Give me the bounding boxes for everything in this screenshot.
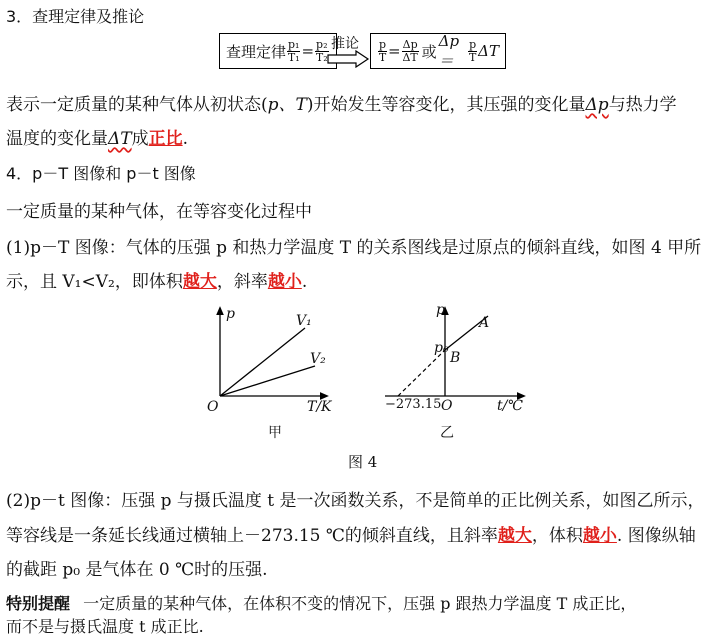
tip-line1: 特别提醒 一定质量的某种气体，在体积不变的情况下，压强 p 跟热力学温度 T 成正比， [6, 594, 637, 613]
label-V1: V₁ [296, 313, 312, 329]
figure-4 [0, 300, 724, 460]
charles-law-box: 查理定律 $\frac{\text{p₁}}{\text{T₁}}$ = $\frac{\text{p₂}}{\text{T₂}}$ [219, 33, 337, 69]
isochore-V1 [220, 328, 305, 396]
answer-slope-smaller: 越小 [267, 272, 302, 292]
label-A: A [479, 315, 490, 331]
para1-line2: 温度的变化量ΔT成正比. [6, 129, 189, 149]
figure-caption: 图 4 [348, 453, 378, 471]
left-xlabel: T/K [307, 399, 332, 415]
para4-line1: (2)p－t 图像：压强 p 与摄氏温度 t 是一次函数关系，不是简单的正比例关系，如图乙所示， [6, 491, 705, 511]
right-origin: O [441, 398, 453, 414]
tip-line2: 而不是与摄氏温度 t 成正比. [6, 617, 204, 636]
para2: 一定质量的某种气体，在等容变化过程中 [6, 202, 312, 222]
para4-line3: 的截距 p₀ 是气体在 0 ℃时的压强. [6, 560, 268, 580]
right-caption: 乙 [440, 425, 454, 441]
left-origin: O [207, 399, 219, 415]
label-B: B [450, 350, 461, 366]
answer-volume-larger: 越大 [182, 272, 217, 292]
left-caption: 甲 [268, 425, 282, 441]
arrow-icon [326, 50, 370, 68]
answer-volume-smaller: 越小 [582, 526, 617, 546]
right-xlabel: t/℃ [497, 398, 524, 414]
right-ylabel: p [436, 302, 445, 318]
isochore-V2 [220, 366, 315, 396]
inference-box: $\frac{p}{T}$ = $\frac{\Delta p}{\Delta T}$ 或 Δp＝ $\frac{p}{T}$ ΔT [370, 33, 506, 69]
label-p0: p₀ [434, 340, 449, 356]
label-V2: V₂ [310, 351, 326, 367]
extension-dashed-line [398, 350, 445, 396]
section-heading-4: 4．p－T 图像和 p－t 图像 [6, 164, 196, 183]
section-heading-3: 3．查理定律及推论 [6, 7, 145, 26]
tip-label: 特别提醒 [6, 594, 71, 613]
frac-p1-T1: $\frac{\text{p₁}}{\text{T₁}}$ [287, 37, 300, 64]
answer-proportional: 正比 [148, 129, 183, 149]
para4-line2: 等容线是一条延长线通过横轴上－273.15 ℃的倾斜直线，且斜率越大，体积越小. 图像纵轴 [6, 526, 696, 546]
para3-line1: (1)p－T 图像：气体的压强 p 和热力学温度 T 的关系图线是过原点的倾斜直线，如图 4 甲所 [6, 238, 702, 258]
para1-line1: 表示一定质量的某种气体从初状态(p、T)开始发生等容变化，其压强的变化量Δp与热力学 [6, 95, 677, 115]
law-label: 查理定律 [226, 42, 287, 61]
left-ylabel: p [226, 306, 235, 322]
para3-line2: 示，且 V₁<V₂，即体积越大，斜率越小. [6, 272, 308, 292]
label-neg273: −273.15 [385, 397, 442, 412]
arrow-label: 推论 [331, 36, 359, 52]
frac-p2-T2: $\frac{\text{p₂}}{\text{T₂}}$ [315, 37, 328, 64]
answer-slope-larger: 越大 [497, 526, 532, 546]
